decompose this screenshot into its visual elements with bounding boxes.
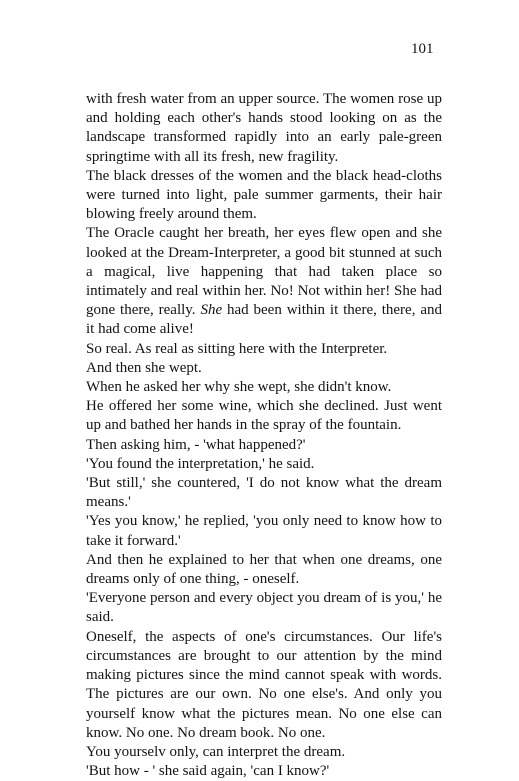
paragraph: 'Yes you know,' he replied, 'you only need to know how to take it forward.' — [86, 513, 442, 549]
paragraph: You yourselv only, can interpret the dream. — [86, 743, 346, 760]
paragraph: 'Everyone person and every object you dream of is you,' he said. — [86, 590, 442, 626]
paragraph-text: The Oracle caught her breath, her eyes flew open and she looked at the Dream-Interpreter, a good bit stunned at such a magical, live happening that had taken place so intimately and real within her. No! Not within her! She had gone there, really. — [86, 225, 442, 319]
paragraph: with fresh water from an upper source. The women rose up and holding each other's hands stood looking on as the landscape transformed rapidly into an early pale-green springtime with all its fresh, new fragility. — [86, 91, 442, 165]
emphasis: She — [200, 302, 223, 319]
paragraph: The black dresses of the women and the black head-cloths were turned into light, pale summer garments, their hair blowing freely around them. — [86, 167, 442, 223]
paragraph: 'But how - ' she said again, 'can I know?' — [86, 763, 330, 780]
paragraph — [86, 224, 442, 339]
paragraph: 'But still,' she countered, 'I do not know what the dream means.' — [86, 475, 442, 511]
paragraph-text: had been within it there, there, and it had come alive! — [86, 302, 442, 338]
page-number: 101 — [411, 41, 434, 57]
paragraph: When he asked her why she wept, she didn't know. — [86, 379, 392, 396]
paragraph: 'You found the interpretation,' he said. — [86, 455, 315, 472]
body-text — [86, 90, 442, 781]
paragraph: And then he explained to her that when one dreams, one dreams only of one thing, - oneself. — [86, 551, 442, 588]
paragraph: And then she wept. — [86, 359, 202, 376]
paragraph: Oneself, the aspects of one's circumstances. Our life's circumstances are brought to our attention by the mind making pictures since the mind cannot speak with words. The pictures are our own. No one else's. And only you yourself know what the pictures mean. No one else can know. No one. No dream book. No one. — [86, 628, 442, 741]
paragraph: He offered her some wine, which she declined. Just went up and bathed her hands in the spray of the fountain. — [86, 398, 442, 434]
paragraph: So real. As real as sitting here with the Interpreter. — [86, 340, 388, 357]
paragraph: Then asking him, - 'what happened?' — [86, 436, 306, 453]
